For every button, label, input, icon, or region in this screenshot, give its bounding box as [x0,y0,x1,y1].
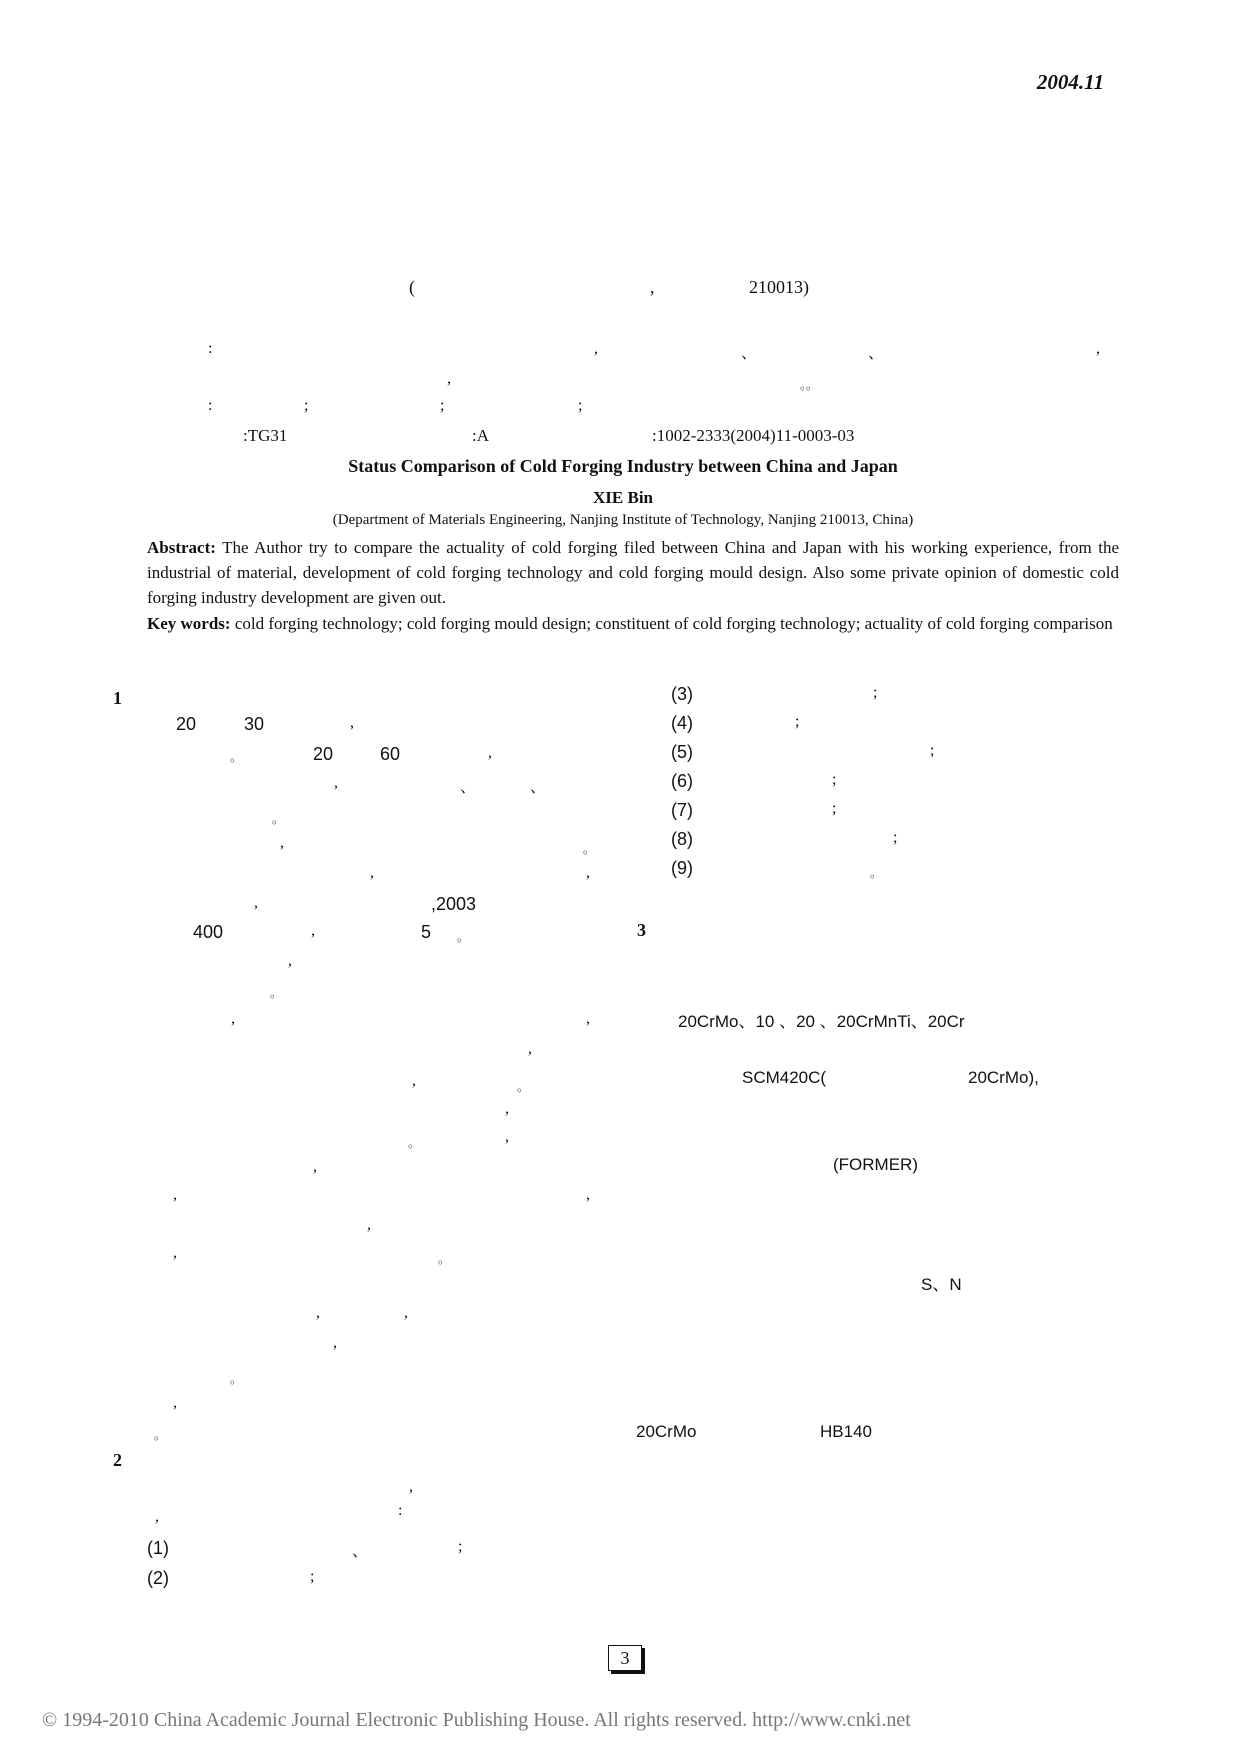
body-text-fragment: 5 [421,922,432,942]
body-text-fragment: , [412,1072,416,1089]
steel-grades: 20CrMo、10 、20 、20CrMnTi、20Cr [678,1012,965,1031]
body-text-fragment: 。 [272,812,285,826]
list-item-mark: ; [930,742,935,759]
english-keywords [147,611,1119,636]
body-text-fragment: 60 [380,744,401,764]
english-author: XIE Bin [593,488,653,507]
body-text-fragment: 。 [154,1428,167,1442]
section-1-number: 1 [113,688,122,708]
keywords-text: cold forging technology; cold forging mould design; constituent of cold forging technology; actuality of cold forging comparison [234,614,1113,633]
body-text-fragment: , [350,714,354,731]
body-text-fragment: , [288,952,292,969]
body-text-fragment: , [586,864,590,881]
body-text-fragment: 。 [270,986,283,1000]
scm-grade: SCM420C( [742,1068,827,1087]
list-item-2-label: (2) [147,1568,169,1588]
list-item-mark: ; [832,800,837,817]
body-text-fragment: , [173,1244,177,1261]
keywords-cn-sep: ; [578,397,583,414]
list-item-mark: ; [893,829,898,846]
body-text-fragment: , [155,1508,159,1525]
english-affiliation: (Department of Materials Engineering, Nanjing Institute of Technology, Nanjing 210013, China) [332,512,914,528]
body-text-fragment: , [586,1010,590,1027]
sn-elements: S、N [921,1275,962,1294]
list-item-label: (8) [671,829,693,849]
body-text-fragment: 。 [517,1080,530,1094]
body-text-fragment: , [404,1304,408,1321]
abstract-cn-mark: , [594,340,598,357]
list-item-mark: ; [873,684,878,701]
keywords-label: Key words: [147,614,231,633]
body-text-fragment: 400 [193,922,224,942]
former-term: (FORMER) [833,1155,918,1174]
body-text-fragment: 20 [313,744,334,764]
body-text-fragment: , [505,1100,509,1117]
abstract-cn-colon: : [208,340,213,357]
list-item-label: (3) [671,684,693,704]
list-item-label: (5) [671,742,693,762]
body-text-fragment: , [313,1158,317,1175]
list-item-label: (4) [671,713,693,733]
list-item-mark: ; [832,771,837,788]
body-text-fragment: , [280,834,284,851]
list-item-label: (6) [671,771,693,791]
body-text-fragment: , [254,894,258,911]
document-code: :A [472,426,489,445]
list-item-2-mark: ; [310,1568,315,1585]
body-text-fragment: 。 [583,842,596,856]
body-text-fragment: , [173,1394,177,1411]
keywords-cn-colon: : [208,397,213,414]
affiliation-comma: , [650,277,655,297]
scm-equivalent: 20CrMo), [968,1068,1039,1087]
hardness-value: HB140 [820,1422,872,1441]
affiliation-open-paren: ( [409,277,415,297]
body-text-fragment: , [488,744,492,761]
body-text-fragment: 、 [460,779,477,796]
body-text-fragment: , [231,1010,235,1027]
body-text-fragment: , [409,1478,413,1495]
list-item-mark: 。 [870,866,883,880]
abstract-cn-mark: , [1096,340,1100,357]
list-item-1-mark: ; [458,1538,463,1555]
abstract-text: The Author try to compare the actuality of cold forging filed between China and Japan with his working experience, from the industrial of material, development of cold forging technology and cold forging mould design. Also some private opinion of domestic cold forging industry development are given out. [147,538,1119,607]
list-item-mark: ; [795,713,800,730]
body-text-fragment: , [367,1216,371,1233]
material-grade: 20CrMo [636,1422,697,1441]
body-text-fragment: , [173,1186,177,1203]
page-number: 3 [608,1645,642,1671]
section-3-number: 3 [637,920,646,940]
abstract-cn-mark: 、 [741,345,758,362]
issue-date: 2004.11 [1036,70,1104,94]
body-text-fragment: , [311,922,315,939]
body-text-fragment: 。 [230,1372,243,1386]
body-text-fragment: , [316,1304,320,1321]
body-text-fragment: 。 [438,1252,451,1266]
body-text-fragment: 20 [176,714,197,734]
clc-number: :TG31 [243,426,288,445]
affiliation-postcode: 210013) [749,277,809,297]
list-item-label: (7) [671,800,693,820]
body-text-fragment: , [586,1186,590,1203]
body-text-fragment: 。 [408,1136,421,1150]
body-text-fragment: , [333,1334,337,1351]
body-text-fragment: : [398,1502,403,1519]
section-2-number: 2 [113,1450,122,1470]
abstract-cn-end: 。。 [800,378,819,392]
keywords-cn-sep: ; [440,397,445,414]
list-item-1-mark: 、 [352,1543,369,1560]
body-text-fragment: 。 [457,930,470,944]
body-text-fragment: , [528,1040,532,1057]
body-text-fragment: 30 [244,714,265,734]
copyright-notice: © 1994-2010 China Academic Journal Electronic Publishing House. All rights reserved. http://www.cnki.net [42,1709,911,1731]
abstract-label: Abstract: [147,538,216,557]
body-text-fragment: ,2003 [431,894,477,914]
list-item-label: (9) [671,858,693,878]
abstract-cn-mark: 、 [868,345,885,362]
article-id: :1002-2333(2004)11-0003-03 [652,426,855,445]
body-text-fragment: , [334,774,338,791]
abstract-cn-mark: , [447,370,451,387]
list-item-1-label: (1) [147,1538,169,1558]
keywords-cn-sep: ; [304,397,309,414]
body-text-fragment: , [505,1128,509,1145]
body-text-fragment: 。 [230,750,243,764]
body-text-fragment: 、 [530,779,547,796]
english-title: Status Comparison of Cold Forging Industry between China and Japan [348,456,898,476]
body-text-fragment: , [370,864,374,881]
english-abstract [147,535,1119,610]
